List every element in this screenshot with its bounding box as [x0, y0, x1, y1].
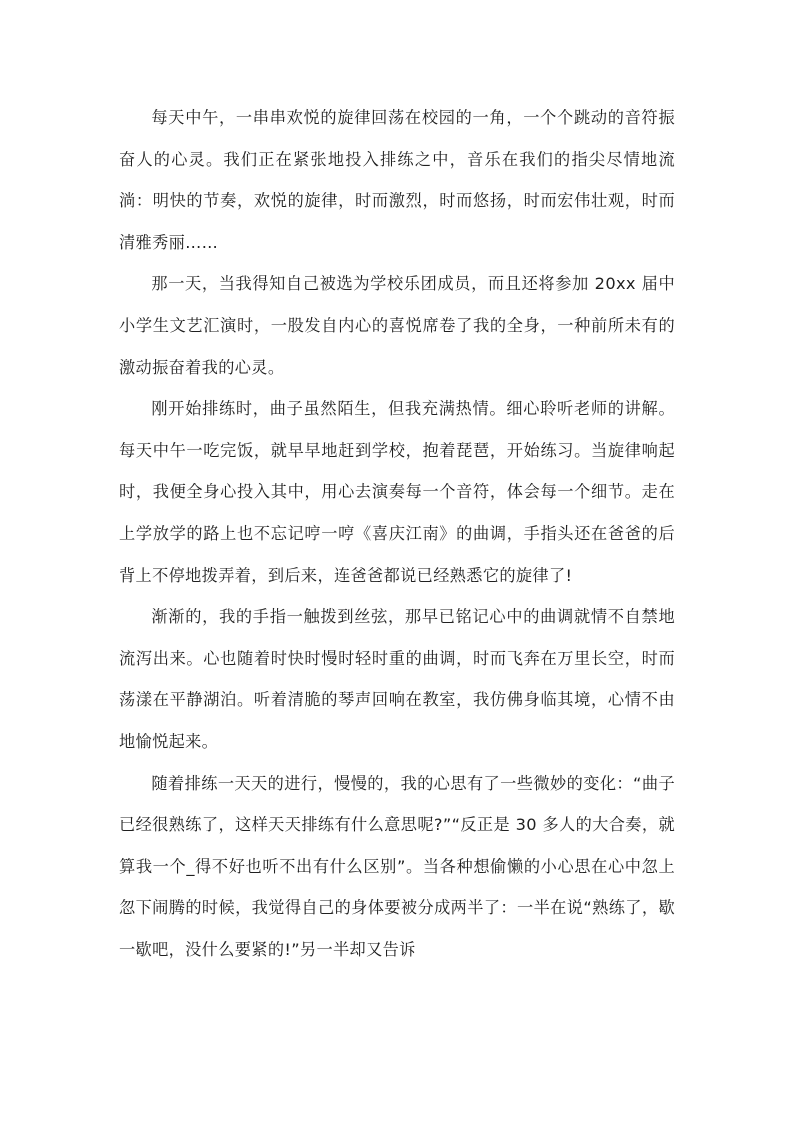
paragraph-4: 渐渐的，我的手指一触拨到丝弦，那早已铭记心中的曲调就情不自禁地流泻出来。心也随着时快时慢时轻时重的曲调，时而飞奔在万里长空，时而荡漾在平静湖泊。听着清脆的琴声回响在教室，我仿佛身临其境，心情不由地愉悦起来。	[119, 607, 675, 751]
paragraph-1: 每天中午，一串串欢悦的旋律回荡在校园的一角，一个个跳动的音符振奋人的心灵。我们正在紧张地投入排练之中，音乐在我们的指尖尽情地流淌：明快的节奏，欢悦的旋律，时而激烈，时而悠扬，时而宏伟壮观，时而清雅秀丽……	[119, 108, 675, 252]
paragraph-3: 刚开始排练时，曲子虽然陌生，但我充满热情。细心聆听老师的讲解。每天中午一吃完饭，就早早地赶到学校，抱着琵琶，开始练习。当旋律响起时，我便全身心投入其中，用心去演奏每一个音符，体会每一个细节。走在上学放学的路上也不忘记哼一哼《喜庆江南》的曲调，手指头还在爸爸的后背上不停地拨弄着，到后来，连爸爸都说已经熟悉它的旋律了!	[119, 399, 675, 585]
paragraph-2: 那一天，当我得知自己被选为学校乐团成员，而且还将参加 20xx 届中小学生文艺汇演时，一股发自内心的喜悦席卷了我的全身，一种前所未有的激动振奋着我的心灵。	[119, 274, 675, 377]
document-body	[119, 97, 675, 970]
paragraph-5: 随着排练一天天的进行，慢慢的，我的心思有了一些微妙的变化：“曲子已经很熟练了，这样天天排练有什么意思呢?”“反正是 30 多人的大合奏，就算我一个_得不好也听不出有什么区别”。当各种想偷懒的小心思在心中忽上忽下闹腾的时候，我觉得自己的身体要被分成两半了：一半在说“熟练了，歇一歇吧，没什么要紧的!”另一半却又告诉	[119, 773, 675, 959]
